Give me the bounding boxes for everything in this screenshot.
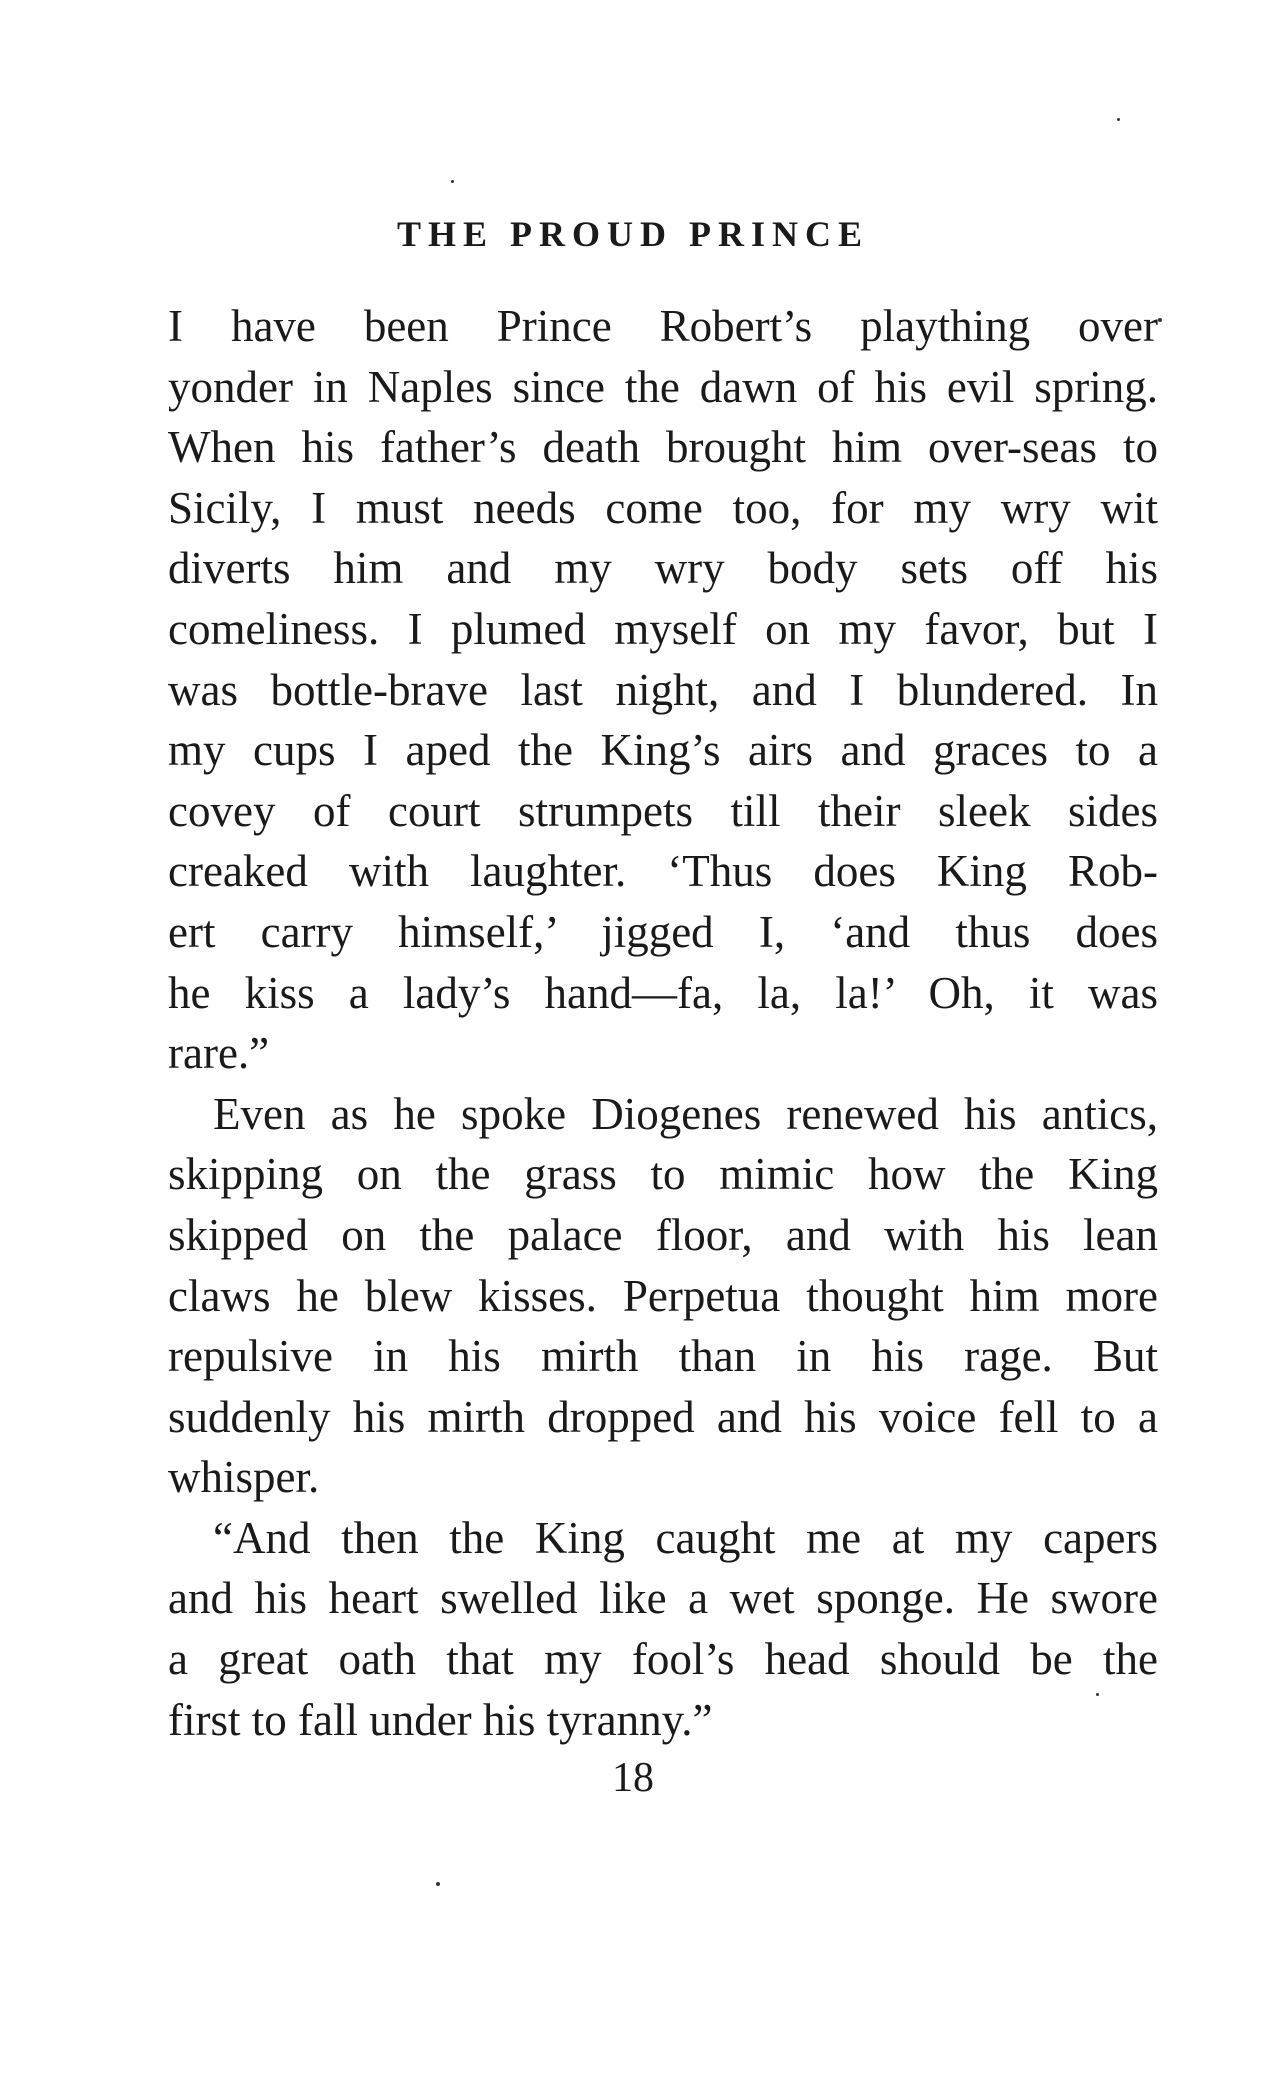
scan-speck (1096, 1693, 1099, 1696)
text-line: When his father’s death brought him over-seas to (168, 422, 1158, 473)
text-line: skipped on the palace floor, and with his lean (168, 1209, 1158, 1260)
running-head: THE PROUD PRINCE (396, 214, 870, 254)
text-line: was bottle-brave last night, and I blundered. In (168, 664, 1158, 715)
text-line: I have been Prince Robert’s plaything over (168, 301, 1158, 351)
text-line: he kiss a lady’s hand—fa, la, la!’ Oh, it was (168, 967, 1158, 1018)
text-line: covey of court strumpets till their sleek sides (168, 785, 1158, 836)
body-text (168, 296, 1158, 1750)
text-line: rare.” (168, 1028, 270, 1079)
text-line: Even as he spoke Diogenes renewed his antics, (213, 1088, 1158, 1139)
text-line: suddenly his mirth dropped and his voice fell to a (168, 1391, 1158, 1442)
text-line: diverts him and my wry body sets off his (168, 543, 1158, 594)
scan-speck (436, 1882, 440, 1886)
text-line: whisper. (168, 1452, 320, 1503)
scan-speck (1117, 118, 1120, 121)
text-line: and his heart swelled like a wet sponge. He swore (168, 1573, 1158, 1624)
text-line: skipping on the grass to mimic how the King (168, 1149, 1158, 1200)
text-line: claws he blew kisses. Perpetua thought him more (168, 1270, 1158, 1321)
text-line: comeliness. I plumed myself on my favor, but I (168, 603, 1158, 654)
text-line: my cups I aped the King’s airs and graces to a (168, 725, 1158, 776)
scan-speck (1158, 318, 1162, 322)
text-line: a great oath that my fool’s head should be the (168, 1634, 1158, 1685)
text-line: yonder in Naples since the dawn of his evil spring. (168, 361, 1158, 412)
text-line: “And then the King caught me at my capers (213, 1512, 1158, 1563)
text-line: Sicily, I must needs come too, for my wry wit (168, 482, 1158, 533)
text-line: creaked with laughter. ‘Thus does King Rob- (168, 846, 1158, 897)
scan-speck (451, 180, 454, 183)
text-line: first to fall under his tyranny.” (168, 1694, 713, 1745)
text-line: repulsive in his mirth than in his rage. But (168, 1331, 1158, 1382)
text-line: ert carry himself,’ jigged I, ‘and thus does (168, 906, 1158, 957)
page-number: 18 (612, 1755, 654, 1801)
